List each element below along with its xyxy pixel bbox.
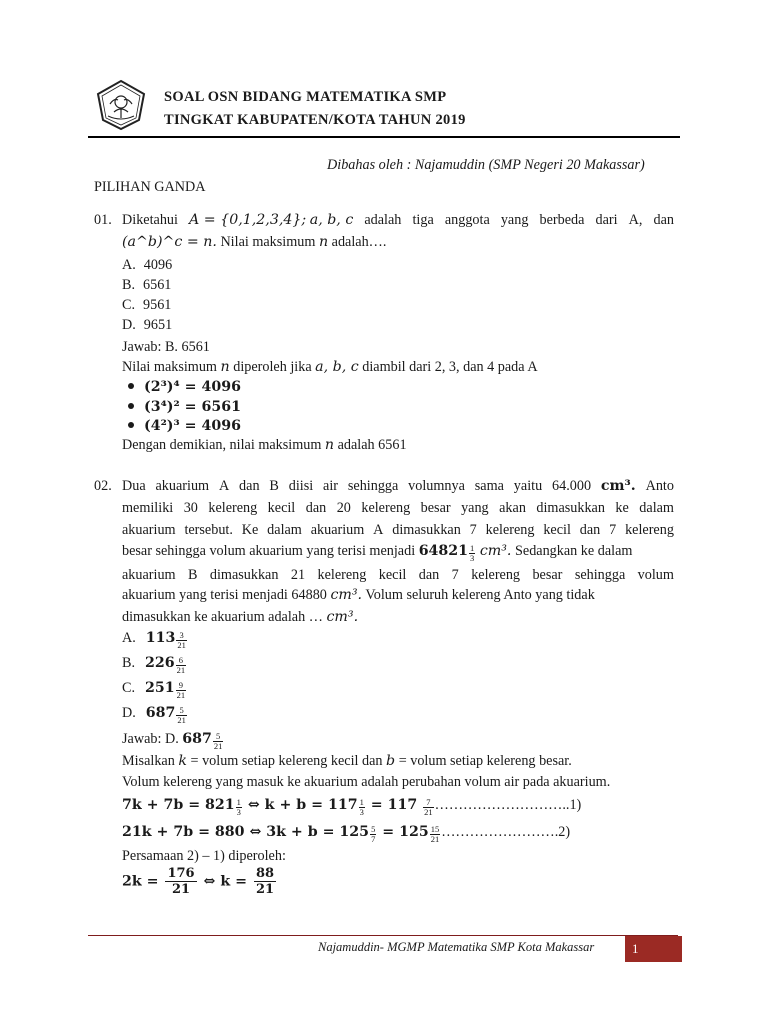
q2-line1: Dua akuarium A dan B diisi air sehingga volumnya sama yaitu 64.000 cm³. Anto xyxy=(122,478,674,494)
q1-word: tiga xyxy=(412,212,434,228)
q1-option-a: A. 4096 xyxy=(122,257,173,273)
q1-word: adalah xyxy=(364,212,402,228)
q2-answer: Jawab: D. 687 $\frac{5}{21}$ xyxy=(122,731,223,751)
q2-line5: akuarium B dimasukkan 21 kelereng kecil dan 7 kelereng besar sehingga volum xyxy=(122,567,674,583)
q1-set: A = {0,1,2,3,4}; xyxy=(189,212,307,228)
q2-line6: akuarium yang terisi menjadi 64880 cm³. Volum seluruh kelereng Anto yang tidak xyxy=(122,587,595,603)
header-logo xyxy=(92,78,150,132)
q1-option-d: D. 9651 xyxy=(122,317,173,333)
q2-diff-line: Persamaan 2) – 1) diperoleh: xyxy=(122,848,286,864)
q1-word: anggota xyxy=(444,212,490,228)
header-divider xyxy=(88,136,680,138)
q2-option-a: A. 113 $\frac{3}{21}$ xyxy=(122,630,186,650)
q1-bullet: (4²)³ = 4096 xyxy=(128,418,241,435)
q2-line4: besar sehingga volum akuarium yang terisi menjadi 64821 $\frac{1}{3}$ cm³. Sedangkan ke dalam xyxy=(122,543,633,563)
q1-word: Diketahui xyxy=(122,212,178,228)
q1-line1 xyxy=(122,212,674,229)
q2-volume-line: Volum kelereng yang masuk ke akuarium adalah perubahan volum air pada akuarium. xyxy=(122,774,611,790)
q2-line7: dimasukkan ke akuarium adalah … cm³. xyxy=(122,609,359,625)
page-number: 1 xyxy=(632,941,639,956)
q1-explanation: Nilai maksimum n diperoleh jika a, b, c diambil dari 2, 3, dan 4 pada A xyxy=(122,359,538,375)
q1-word: berbeda xyxy=(539,212,585,228)
q1-var: n xyxy=(318,234,329,250)
q1-expression: (a^b)^c = n. xyxy=(122,234,217,250)
q1-word: yang xyxy=(500,212,529,228)
q2-option-d: D. 687 $\frac{5}{21}$ xyxy=(122,705,186,725)
q2-let: Misalkan k = volum setiap kelereng kecil dan b = volum setiap kelereng besar. xyxy=(122,753,572,769)
q1-conclusion: Dengan demikian, nilai maksimum n adalah 6561 xyxy=(122,437,407,453)
q1-bullet: (3⁴)² = 6561 xyxy=(128,399,241,416)
header-title-line1: SOAL OSN BIDANG MATEMATIKA SMP xyxy=(164,89,447,105)
q1-word: A, xyxy=(628,212,643,228)
q2-line2: memiliki 30 kelereng kecil dan 20 kelereng besar yang akan dimasukkan ke dalam xyxy=(122,500,674,516)
bullet-icon xyxy=(128,403,134,409)
q1-word: dan xyxy=(653,212,674,228)
q1-text: Nilai maksimum xyxy=(216,234,319,250)
footer-divider xyxy=(88,935,678,936)
q2-number: 02. xyxy=(94,478,112,494)
q1-line2 xyxy=(122,234,386,251)
byline: Dibahas oleh : Najamuddin (SMP Negeri 20 Makassar) xyxy=(327,157,645,173)
q1-option-c: C. 9561 xyxy=(122,297,172,313)
q1-number: 01. xyxy=(94,212,112,228)
q1-text: adalah…. xyxy=(328,234,387,250)
q1-vars: a, b, c xyxy=(309,212,354,228)
q2-equation-1: 7k + 7b = 821 $\frac{1}{3}$ ⇔ k + b = 117 $\frac{1}{3}$ = 117 $\frac{7}{21}$ ………………………..1) xyxy=(122,797,582,817)
section-title: PILIHAN GANDA xyxy=(94,179,206,195)
q2-final-equation: 2k = $\frac{176}{21}$ ⇔ k = $\frac{88}{21}$ xyxy=(122,866,275,897)
page-number-badge xyxy=(625,936,682,962)
q1-option-b: B. 6561 xyxy=(122,277,172,293)
q1-word: dari xyxy=(595,212,618,228)
bullet-icon xyxy=(128,422,134,428)
q1-bullet: (2³)⁴ = 4096 xyxy=(128,379,241,396)
q2-line3: akuarium tersebut. Ke dalam akuarium A dimasukkan 7 kelereng kecil dan 7 kelereng xyxy=(122,522,674,538)
q2-option-b: B. 226 $\frac{6}{21}$ xyxy=(122,655,186,675)
tut-wuri-handayani-emblem-icon xyxy=(92,78,150,132)
q1-answer: Jawab: B. 6561 xyxy=(122,339,210,355)
footer-text: Najamuddin- MGMP Matematika SMP Kota Makassar xyxy=(318,940,595,954)
q2-equation-2: 21k + 7b = 880 ⇔ 3k + b = 125 $\frac{5}{7}$ = 125 $\frac{15}{21}$ …………………….2) xyxy=(122,824,571,844)
q2-option-c: C. 251 $\frac{9}{21}$ xyxy=(122,680,186,700)
header-title-line2: TINGKAT KABUPATEN/KOTA TAHUN 2019 xyxy=(164,112,466,128)
bullet-icon xyxy=(128,383,134,389)
